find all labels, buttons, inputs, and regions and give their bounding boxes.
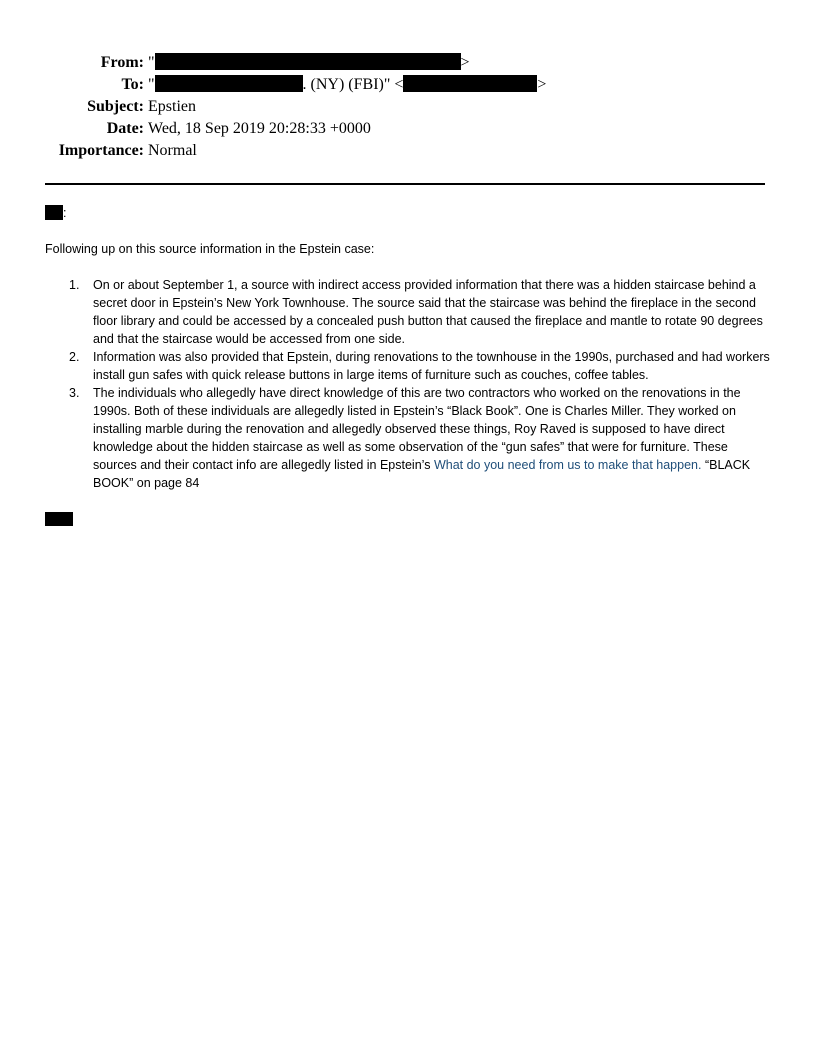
date-value: Wed, 18 Sep 2019 20:28:33 +0000 [148,120,371,137]
subject-label: Subject: [87,98,144,115]
list-item [45,348,773,384]
subject-value: Epstien [148,98,196,115]
list-item-text-after: “BLACK BOOK” on page 84 [93,458,751,490]
signature-redaction-box [45,512,73,526]
redaction-box [155,53,461,70]
importance-label: Importance: [58,142,144,159]
list-item-number: 1. [69,278,80,292]
source-info-list [45,276,773,492]
header-divider [45,183,765,185]
salutation: : [45,204,773,222]
list-item [45,384,773,492]
redaction-box [403,75,537,92]
list-item-text: The individuals who allegedly have direct knowledge of this are two contractors who worked on the renovations in the 1990s. Both of these individuals are allegedly listed in Epstein’s “Black Book”. One is Charles Miller. They worked on installing marble during the renovation and allegedly observed these things, Roy Raved is supposed to have direct knowledge about the hidden staircase as well as some observation of the “gun safes” that were for furniture. These sources and their contact info are allegedly listed in Epstein’s [93,386,741,472]
to-value: " . (NY) (FBI)" < > [148,76,547,93]
list-item-number: 3. [69,386,80,400]
redaction-box [155,75,303,92]
from-value: " > [148,54,470,71]
list-item-text: Information was also provided that Epstein, during renovations to the townhouse in the 1990s, purchased and had workers install gun safes with quick release buttons in large items of furniture such as couches, coffee tables. [93,350,770,382]
from-label: From: [100,54,144,71]
list-item-number: 2. [69,350,80,364]
date-label: Date: [106,120,144,137]
to-label: To: [121,76,144,93]
intro-text: Following up on this source information in the Epstein case: [45,242,375,256]
list-item-text: On or about September 1, a source with indirect access provided information that there was a hidden staircase behind a secret door in Epstein’s New York Townhouse. The source said that the staircase was behind the fireplace in the second floor library and could be accessed by a concealed push button that caused the fireplace and mantle to rotate 90 degrees and that the staircase would be accessed from one side. [93,278,763,346]
quoted-link-text[interactable]: What do you need from us to make that happen. [433,458,702,472]
redaction-box [45,205,63,220]
list-item [45,276,773,348]
importance-value: Normal [148,142,197,159]
